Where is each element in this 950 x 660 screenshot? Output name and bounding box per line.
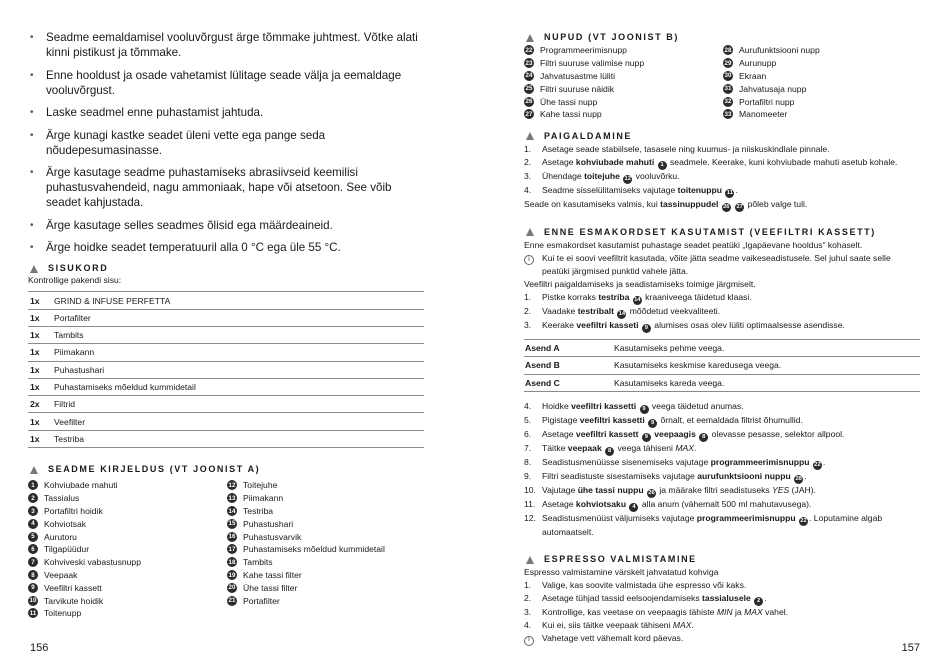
safety-bullet: • Ärge kasutage seadme puhastamiseks abrasiivseid keemilisi puhastusvahendeid, nagu ammoniaak, hape või atsetoon. See võib seadet kahjustada. bbox=[28, 165, 426, 210]
list-item bbox=[227, 479, 426, 492]
item-label: Portafiltri nupp bbox=[739, 96, 795, 107]
callout-number: 11 bbox=[29, 609, 37, 617]
callout-number: 2 bbox=[28, 493, 38, 503]
item-label: Programmeerimisnupp bbox=[540, 45, 627, 56]
item-label: Ühe tassi filter bbox=[243, 582, 298, 593]
list-item bbox=[227, 505, 426, 518]
safety-bullet: • Ärge kasutage selles seadmes õlisid ega määrdeaineid. bbox=[28, 218, 426, 233]
item-label: Kohviotsak bbox=[44, 518, 87, 529]
item-label: Tarvikute hoidik bbox=[44, 595, 104, 606]
callout-number: 13 bbox=[228, 494, 236, 502]
list-item bbox=[28, 607, 227, 620]
list-item: 3. Ühendage toitejuhe 12 vooluvõrku. bbox=[524, 170, 680, 182]
list-item: 9. Filtri seadistuste sisestamiseks vajutage aurufunktsiooni nuppu 28 . bbox=[524, 471, 807, 483]
triangle-icon bbox=[526, 556, 534, 564]
list-item bbox=[524, 95, 721, 108]
description-heading: SEADME KIRJELDUS (VT JOONIST A) bbox=[28, 464, 426, 475]
callout-number: 26 bbox=[723, 203, 730, 210]
page-number: 157 bbox=[901, 642, 920, 654]
list-item: 2. Asetage kohviubade mahuti 1 seadmele. Keerake, kuni kohviubade mahuti asetub kohale. bbox=[524, 156, 898, 168]
list-item bbox=[723, 57, 920, 70]
item-label: Kahe tassi filter bbox=[243, 570, 302, 581]
safety-bullet: • Laske seadmel enne puhastamist jahtuda. bbox=[28, 105, 426, 120]
triangle-icon bbox=[526, 132, 534, 140]
item-label: Toitejuhe bbox=[243, 480, 278, 491]
item-label: Kohviubade mahuti bbox=[44, 480, 118, 491]
info-note: i Kui te ei soovi veefiltrit kasutada, võite jätta seadme vaikeseadistusele. Sel juhul saate selle peatüki järgmised punktid vahele jätta. bbox=[524, 252, 920, 278]
item-label: Jahvatusaja nupp bbox=[739, 83, 807, 94]
buttons-column bbox=[524, 44, 721, 121]
info-note: i Vahetage vett vähemalt kord päevas. bbox=[524, 632, 920, 646]
callout-number: 14 bbox=[228, 507, 236, 515]
table-row: 1x Testriba bbox=[28, 430, 424, 447]
callout-number: 19 bbox=[228, 571, 236, 579]
description-column bbox=[28, 479, 227, 620]
list-item bbox=[723, 108, 920, 121]
item-label: Portafilter bbox=[243, 595, 280, 606]
first-use-lead: Veefiltri paigaldamiseks ja seadistamiseks toimige järgmiselt. bbox=[524, 278, 756, 289]
list-item: 1. Pistke korraks testriba 14 kraaniveega täidetud klaasi. bbox=[524, 291, 752, 303]
list-item bbox=[28, 594, 227, 607]
info-icon: i bbox=[524, 636, 534, 646]
info-icon: i bbox=[524, 255, 534, 265]
list-item bbox=[524, 82, 721, 95]
list-item bbox=[28, 517, 227, 530]
item-label: Aurufunktsiooni nupp bbox=[739, 45, 820, 56]
description-list bbox=[28, 479, 426, 620]
list-item bbox=[28, 530, 227, 543]
callout-number: 8 bbox=[699, 433, 708, 442]
list-item bbox=[28, 581, 227, 594]
item-label: Puhastamiseks mõeldud kummidetail bbox=[243, 544, 385, 555]
item-label: Puhastusvarvik bbox=[243, 531, 302, 542]
callout-number: 9 bbox=[648, 419, 657, 428]
callout-number: 27 bbox=[525, 110, 533, 118]
buttons-heading: NUPUD (VT JOONIST B) bbox=[524, 32, 920, 43]
callout-number: 20 bbox=[228, 584, 236, 592]
list-item bbox=[28, 556, 227, 569]
espresso-heading: ESPRESSO VALMISTAMINE bbox=[524, 554, 920, 565]
first-use-intro: Enne esmakordset kasutamist puhastage seadet peatüki „Igapäevane hooldus“ kohaselt. bbox=[524, 239, 863, 250]
callout-number: 33 bbox=[724, 110, 732, 118]
list-item: 11. Asetage kohviotsaku 4 alla anum (vähemalt 500 ml mahutavusega). bbox=[524, 499, 812, 511]
item-label: Puhastushari bbox=[243, 518, 294, 529]
list-item: 8. Seadistusmenüüsse sisenemiseks vajutage programmeerimisnuppu 22 . bbox=[524, 457, 826, 469]
list-item bbox=[227, 530, 426, 543]
item-label: Filtri suuruse näidik bbox=[540, 83, 615, 94]
first-use-heading: ENNE ESMAKORDSET KASUTAMIST (VEEFILTRI KASSETT) bbox=[524, 227, 920, 238]
item-label: Filtri suuruse valimise nupp bbox=[540, 58, 645, 69]
callout-number: 1 bbox=[658, 161, 667, 170]
item-label: Tassialus bbox=[44, 493, 80, 504]
callout-number: 15 bbox=[228, 520, 236, 528]
callout-number: 31 bbox=[724, 85, 732, 93]
callout-number: 9 bbox=[640, 405, 649, 414]
list-item bbox=[723, 44, 920, 57]
item-label: Ekraan bbox=[739, 70, 767, 81]
list-item: 6. Asetage veefiltri kassett 9 veepaagis 8 olevasse pesasse, selektor allpool. bbox=[524, 429, 845, 441]
table-row: 1x Tambits bbox=[28, 327, 424, 344]
list-item bbox=[524, 108, 721, 121]
callout-number: 12 bbox=[228, 481, 236, 489]
callout-number: 9 bbox=[28, 583, 38, 593]
callout-number: 9 bbox=[642, 324, 651, 333]
item-label: Toitenupp bbox=[44, 608, 82, 619]
table-row: 2x Filtrid bbox=[28, 396, 424, 413]
description-column bbox=[227, 479, 426, 620]
callout-number: 11 bbox=[726, 189, 733, 196]
table-row: Asend A Kasutamiseks pehme veega. bbox=[524, 339, 920, 357]
callout-number: 17 bbox=[228, 545, 236, 553]
list-item: 1. Valige, kas soovite valmistada ühe espresso või kaks. bbox=[524, 580, 747, 591]
item-label: Ühe tassi nupp bbox=[540, 96, 598, 107]
safety-list bbox=[28, 30, 426, 255]
callout-number: 30 bbox=[724, 72, 732, 80]
callout-number: 28 bbox=[795, 476, 802, 483]
list-item: 3. Kontrollige, kas veetase on veepaagis tähiste MIN ja MAX vahel. bbox=[524, 607, 789, 618]
table-row: Asend C Kasutamiseks kareda veega. bbox=[524, 374, 920, 392]
package-table bbox=[28, 291, 424, 448]
buttons-column bbox=[721, 44, 920, 121]
callout-number: 26 bbox=[525, 98, 533, 106]
callout-number: 32 bbox=[724, 98, 732, 106]
item-label: Kahe tassi nupp bbox=[540, 109, 602, 120]
list-item: 2. Asetage tühjad tassid eelsoojendamiseks tassialusele 2 . bbox=[524, 593, 767, 605]
triangle-icon bbox=[30, 265, 38, 273]
list-item bbox=[723, 70, 920, 83]
list-item: 12. Seadistusmenüüst väljumiseks vajutage programmeerimisnuppu 22 . Loputamine algab automaatselt. bbox=[524, 513, 883, 538]
list-item: 4. Hoidke veefiltri kassetti 9 veega täidetud anumas. bbox=[524, 401, 744, 413]
list-item bbox=[723, 82, 920, 95]
package-heading: SISUKORD bbox=[28, 263, 426, 274]
table-row: Asend B Kasutamiseks keskmise karedusega veega. bbox=[524, 357, 920, 375]
installation-steps bbox=[524, 143, 920, 212]
item-label: Veefiltri kassett bbox=[44, 582, 102, 593]
list-item: 5. Pigistage veefiltri kassetti 9 õrnalt, et eemaldada filtrist õhumullid. bbox=[524, 415, 803, 427]
list-item: 4. Seadme sisselülitamiseks vajutage toitenuppu 11 . bbox=[524, 184, 738, 196]
list-item bbox=[227, 543, 426, 556]
callout-number: 2 bbox=[754, 597, 763, 606]
item-label: Kohviveski vabastusnupp bbox=[44, 557, 141, 568]
table-row: 1x Puhastushari bbox=[28, 361, 424, 378]
callout-number: 8 bbox=[28, 570, 38, 580]
list-item bbox=[524, 44, 721, 57]
list-item bbox=[723, 95, 920, 108]
callout-number: 5 bbox=[28, 532, 38, 542]
table-row: 1x Piimakann bbox=[28, 344, 424, 361]
safety-bullet: • Ärge kunagi kastke seadet üleni vette ega pange seda nõudepesumasinasse. bbox=[28, 128, 426, 158]
list-item: 2. Vaadake testribalt 14 mõõdetud veekvaliteeti. bbox=[524, 305, 721, 317]
item-label: Manomeeter bbox=[739, 109, 788, 120]
callout-number: 14 bbox=[618, 310, 626, 317]
installation-note: Seade on kasutamiseks valmis, kui tassinuppudel 26 27 põleb valge tuli. bbox=[524, 198, 808, 210]
right-page bbox=[524, 0, 920, 660]
callout-number: 22 bbox=[814, 462, 821, 469]
callout-number: 23 bbox=[525, 59, 533, 67]
item-label: Testriba bbox=[243, 506, 274, 517]
callout-number: 27 bbox=[736, 203, 743, 210]
list-item bbox=[524, 70, 721, 83]
safety-bullet: • Seadme eemaldamisel vooluvõrgust ärge tõmmake juhtmest. Võtke alati kinni pistikust ja tõmmake. bbox=[28, 30, 426, 60]
item-label: Veepaak bbox=[44, 570, 78, 581]
installation-heading: PAIGALDAMINE bbox=[524, 131, 920, 142]
callout-number: 16 bbox=[228, 533, 236, 541]
first-use-section bbox=[524, 239, 920, 540]
callout-number: 3 bbox=[28, 506, 38, 516]
espresso-section bbox=[524, 566, 920, 646]
list-item bbox=[28, 505, 227, 518]
callout-number: 4 bbox=[28, 519, 38, 529]
list-item bbox=[227, 594, 426, 607]
list-item bbox=[28, 569, 227, 582]
list-item bbox=[227, 492, 426, 505]
triangle-icon bbox=[526, 34, 534, 42]
callout-number: 25 bbox=[525, 85, 533, 93]
item-label: Portafiltri hoidik bbox=[44, 506, 103, 517]
table-row: 1x Puhastamiseks mõeldud kummidetail bbox=[28, 378, 424, 395]
callout-number: 8 bbox=[605, 447, 614, 456]
table-row: 1x Portafilter bbox=[28, 309, 424, 326]
item-label: Piimakann bbox=[243, 493, 284, 504]
callout-number: 22 bbox=[800, 518, 807, 525]
list-item bbox=[28, 543, 227, 556]
left-page bbox=[28, 0, 426, 660]
espresso-intro: Espresso valmistamine värskelt jahvatatud kohviga bbox=[524, 567, 719, 578]
callout-number: 10 bbox=[29, 597, 37, 605]
buttons-list bbox=[524, 44, 920, 121]
list-item: 10. Vajutage ühe tassi nuppu 26 ja määrake filtri seadistuseks YES (JAH). bbox=[524, 485, 817, 497]
callout-number: 21 bbox=[228, 597, 236, 605]
callout-number: 29 bbox=[724, 59, 732, 67]
callout-number: 12 bbox=[624, 175, 631, 182]
callout-number: 24 bbox=[525, 72, 533, 80]
callout-number: 7 bbox=[28, 557, 38, 567]
item-label: Aurunupp bbox=[739, 58, 777, 69]
table-row: 1x Veefilter bbox=[28, 413, 424, 430]
hardness-table bbox=[524, 339, 920, 393]
item-label: Aurutoru bbox=[44, 531, 77, 542]
table-row: 1x GRIND & INFUSE PERFETTA bbox=[28, 292, 424, 309]
page-number: 156 bbox=[30, 642, 49, 654]
callout-number: 22 bbox=[525, 46, 533, 54]
triangle-icon bbox=[526, 228, 534, 236]
list-item: 4. Kui ei, siis täitke veepaak tähiseni MAX. bbox=[524, 620, 694, 631]
list-item bbox=[227, 569, 426, 582]
callout-number: 18 bbox=[228, 558, 236, 566]
callout-number: 4 bbox=[629, 503, 638, 512]
list-item: 3. Keerake veefiltri kasseti 9 alumises osas olev lüliti optimaalsesse asendisse. bbox=[524, 319, 845, 331]
callout-number: 1 bbox=[28, 480, 38, 490]
list-item bbox=[28, 479, 227, 492]
callout-number: 9 bbox=[642, 433, 651, 442]
item-label: Tambits bbox=[243, 557, 273, 568]
list-item bbox=[227, 581, 426, 594]
callout-number: 14 bbox=[634, 296, 641, 303]
callout-number: 26 bbox=[648, 490, 655, 497]
list-item bbox=[227, 556, 426, 569]
list-item bbox=[28, 492, 227, 505]
list-item: 1. Asetage seade stabiilsele, tasasele ning kuumus- ja niiskuskindlale pinnale. bbox=[524, 143, 830, 154]
triangle-icon bbox=[30, 466, 38, 474]
list-item bbox=[227, 517, 426, 530]
callout-number: 6 bbox=[28, 544, 38, 554]
item-label: Jahvatusastme lüliti bbox=[540, 70, 615, 81]
package-intro: Kontrollige pakendi sisu: bbox=[28, 275, 122, 285]
safety-bullet: • Enne hooldust ja osade vahetamist lülitage seade välja ja eemaldage vooluvõrgust. bbox=[28, 68, 426, 98]
safety-bullet: • Ärge hoidke seadet temperatuuril alla 0 °C ega üle 55 °C. bbox=[28, 240, 426, 255]
list-item: 7. Täitke veepaak 8 veega tähiseni MAX. bbox=[524, 443, 697, 455]
callout-number: 28 bbox=[724, 46, 732, 54]
item-label: Tilgapüüdur bbox=[44, 544, 90, 555]
list-item bbox=[524, 57, 721, 70]
